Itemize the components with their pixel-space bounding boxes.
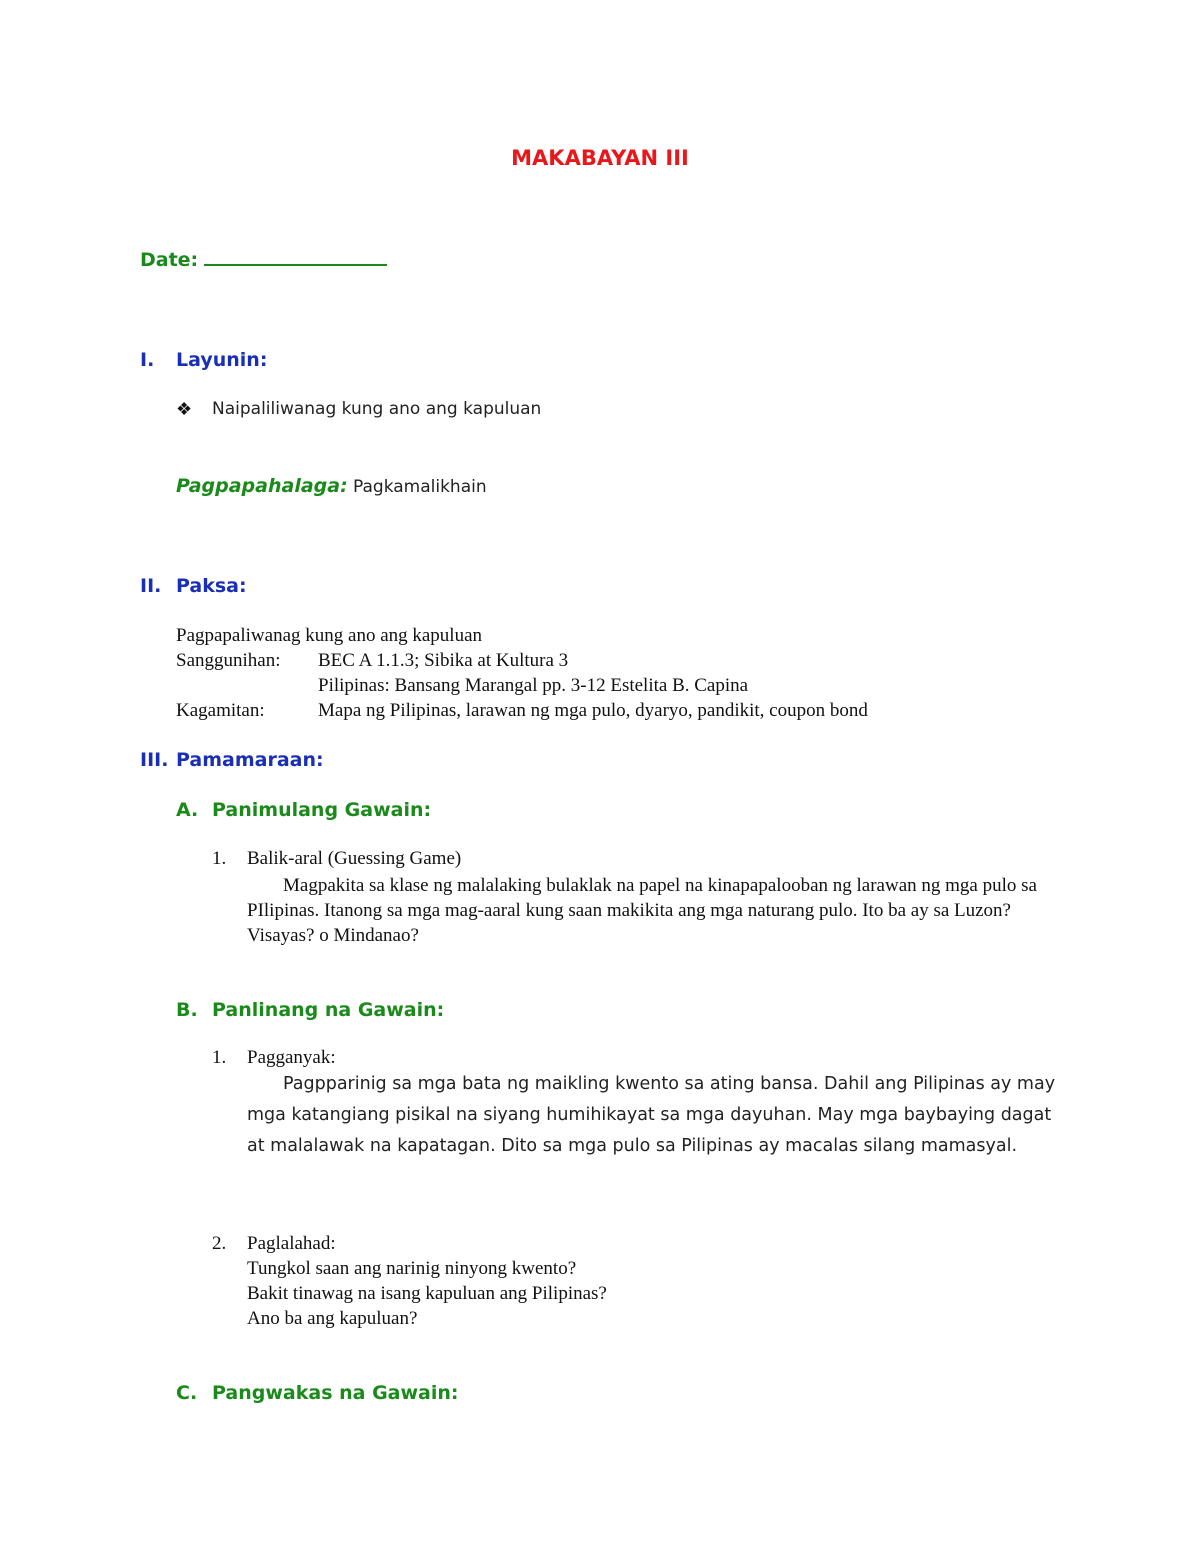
balik-aral-paragraph: Magpakita sa klase ng malalaking bulaklak na papel na kinapapalooban ng larawan ng mga pulo sa PIlipinas. Itanong sa mga mag-aaral kung saan makikita ang mga naturang pulo. Ito ba ay sa Luzon? Visayas? o Mindanao?	[247, 875, 1037, 946]
value-text: Pagkamalikhain	[353, 477, 487, 497]
question-3: Ano ba ang kapuluan?	[247, 1308, 418, 1329]
materials-label: Kagamitan:	[176, 700, 265, 721]
question-2: Bakit tinawag na isang kapuluan ang Pilipinas?	[247, 1283, 607, 1304]
diamond-bullet-icon: ❖	[176, 399, 193, 419]
references-label: Sanggunihan:	[176, 650, 281, 671]
references-line-2: Pilipinas: Bansang Marangal pp. 3-12 Estelita B. Capina	[318, 675, 749, 696]
materials-text: Mapa ng Pilipinas, larawan ng mga pulo, dyaryo, pandikit, coupon bond	[318, 700, 868, 721]
section-heading-pamamaraan: Pamamaraan:	[176, 749, 324, 771]
item-number: 2.	[212, 1233, 227, 1254]
subsection-heading-a: Panimulang Gawain:	[212, 799, 432, 821]
section-number-paksa: II.	[140, 575, 162, 597]
section-heading-paksa: Paksa:	[176, 575, 247, 597]
subsection-letter-b: B.	[176, 999, 198, 1021]
subsection-letter-c: C.	[176, 1382, 198, 1404]
date-field	[140, 248, 387, 271]
subsection-letter-a: A.	[176, 799, 199, 821]
subsection-heading-b: Panlinang na Gawain:	[212, 999, 445, 1021]
item-title-paglalahad: Paglalahad:	[247, 1233, 336, 1254]
date-blank-line	[204, 248, 387, 266]
value-label: Pagpapahalaga:	[176, 475, 348, 497]
section-heading-layunin: Layunin:	[176, 349, 268, 371]
question-1: Tungkol saan ang narinig ninyong kwento?	[247, 1258, 577, 1279]
pagganyak-paragraph: Pagpparinig sa mga bata ng maikling kwento sa ating bansa. Dahil ang Pilipinas ay may mga katangiang pisikal na siyang humihikayat sa mga dayuhan. May mga baybaying dagat at malalawak na kapatagan. Dito sa mga pulo sa Pilipinas ay macalas silang mamasyal.	[247, 1074, 1056, 1156]
references-line-1: BEC A 1.1.3; Sibika at Kultura 3	[318, 650, 569, 671]
item-number: 1.	[212, 848, 227, 869]
section-number-layunin: I.	[140, 349, 155, 371]
section-number-pamamaraan: III.	[140, 749, 169, 771]
item-title-balik-aral: Balik-aral (Guessing Game)	[247, 848, 462, 869]
page-title: MAKABAYAN III	[511, 146, 689, 170]
item-title-pagganyak: Pagganyak:	[247, 1047, 336, 1068]
date-label: Date:	[140, 249, 199, 271]
objective-text: Naipaliliwanag kung ano ang kapuluan	[212, 399, 542, 419]
item-number: 1.	[212, 1047, 227, 1068]
subsection-heading-c: Pangwakas na Gawain:	[212, 1382, 459, 1404]
topic-text: Pagpapaliwanag kung ano ang kapuluan	[176, 625, 483, 646]
